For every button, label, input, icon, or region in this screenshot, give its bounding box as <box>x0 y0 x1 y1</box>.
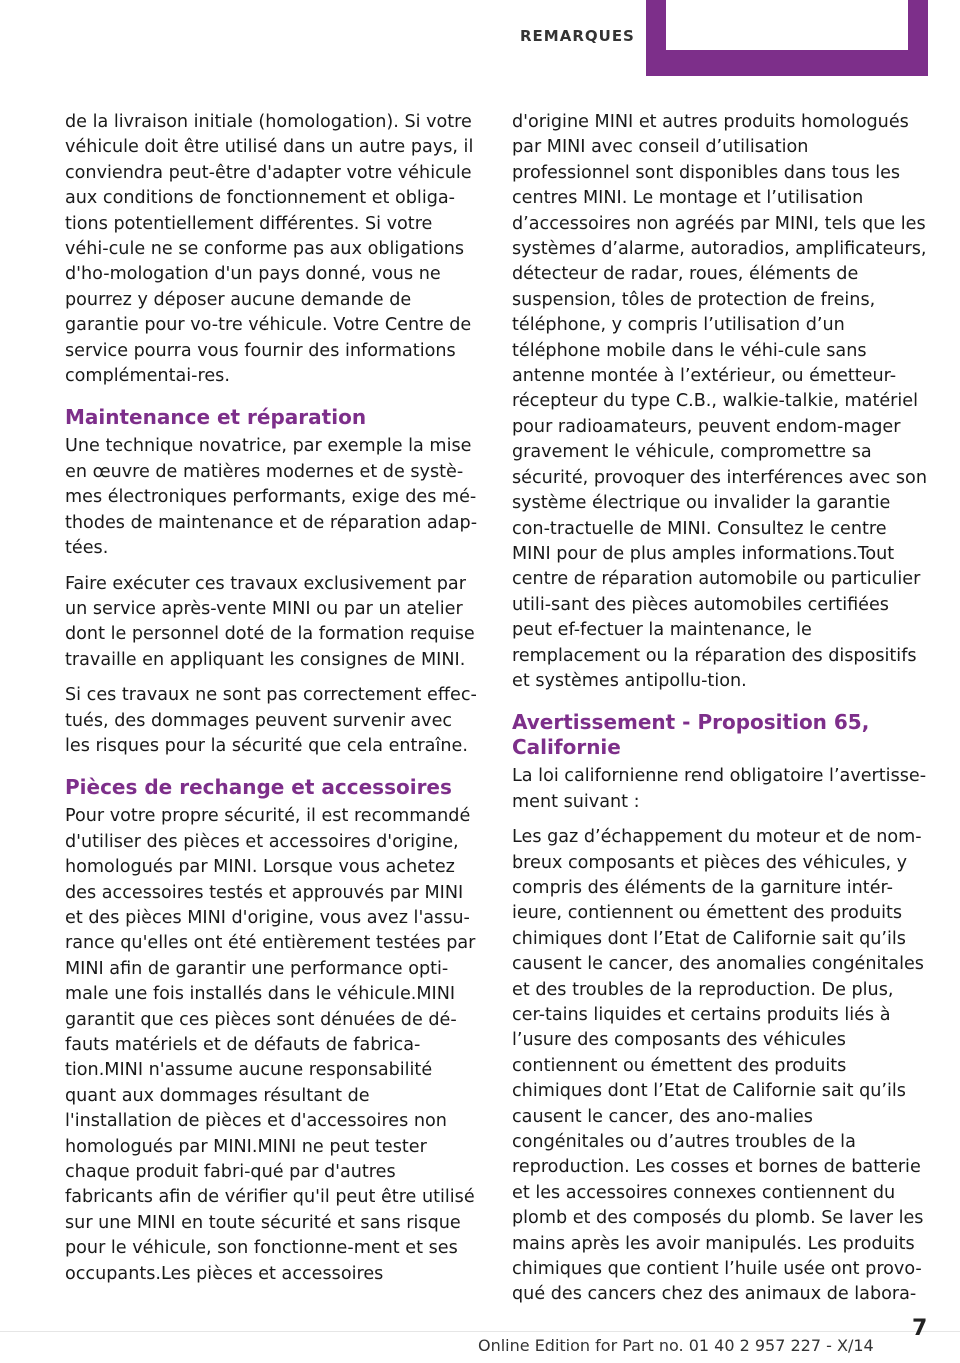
section-marker-inner <box>666 0 908 50</box>
paragraph: Les gaz d’échappement du moteur et de nom-breux composants et pièces des véhicules, y compris des éléments de la garniture intér-ieure, contiennent ou émettent des produits chimiques dont l’Etat de Californie sait qu’ils causent le cancer, des anomalies congénitales et des troubles de la reproduction. De plus, cer-tains liquides et certains produits liés à l’usure des composants des véhicules contiennent ou émettent des produits chimiques dont l’Etat de Californie sait qu’ils causent le cancer, des ano-malies congénitales ou d’autres troubles de la reproduction. Les cosses et bornes de batterie et les accessoires connexes contiennent du plomb et des composés du plomb. Se laver les mains après les avoir manipulés. Les produits chimiques que contient l’huile usée ont provo-qué des cancers chez des animaux de labora- <box>512 827 924 1305</box>
left-column <box>65 110 481 1297</box>
paragraph: Pour votre propre sécurité, il est recommandé d'utiliser des pièces et accessoires d'origine, homologués par MINI. Lorsque vous achetez des accessoires testés et approuvés par MINI et des pièces MINI d'origine, vous avez l'assu-rance qu'elles ont été entièrement testées par MINI afin de garantir une performance opti-male une fois installés dans le véhicule.MINI garantit que ces pièces sont dénuées de dé-fauts matériels et de défauts de fabrica-tion.MINI n'assume aucune responsabilité quant aux dommages résultant de l'installation de pièces et d'accessoires non homologués par MINI.MINI ne peut tester chaque produit fabri-qué par d'autres fabricants afin de vérifier qu'il peut être utilisé sur une MINI en toute sécurité et sans risque pour le véhicule, son fonctionne-ment et ses occupants.Les pièces et accessoires <box>65 806 476 1284</box>
edition-note: Online Edition for Part no. 01 40 2 957 227 - X/14 <box>478 1336 874 1355</box>
heading-proposition-65: Avertissement - Proposition 65, Californie <box>512 710 870 760</box>
heading-maintenance: Maintenance et réparation <box>65 405 367 430</box>
section-marker <box>646 0 928 76</box>
footer <box>0 1331 960 1363</box>
page-number: 7 <box>912 1316 928 1341</box>
paragraph: La loi californienne rend obligatoire l’avertisse-ment suivant : <box>512 766 927 812</box>
paragraph: de la livraison initiale (homologation). Si votre véhicule doit être utilisé dans un autre pays, il conviendra peut-être d'adapter votre véhicule aux conditions de fonctionnement et obliga-tions potentiellement différentes. Si votre véhi-cule ne se conforme pas aux obligations d'ho-mologation d'un pays donné, vous ne pourrez y déposer aucune demande de garantie pour vo-tre véhicule. Votre Centre de service pourra vous fournir des informations complémentai-res. <box>65 112 474 387</box>
heading-spare-parts: Pièces de rechange et accessoires <box>65 775 452 800</box>
paragraph: d'origine MINI et autres produits homologués par MINI avec conseil d’utilisation professionnel sont disponibles dans tous les centres MINI. Le montage et l’utilisation d’accessoires non agréés par MINI, tels que les systèmes d’alarme, autoradios, amplificateurs, détecteur de radar, roues, éléments de suspension, tôles de protection de freins, téléphone, y compris l’utilisation d’un téléphone mobile dans le véhi-cule sans antenne montée à l’extérieur, ou émetteur-récepteur du type C.B., walkie-talkie, matériel pour radioamateurs, peuvent endom-mager gravement le véhicule, compromettre sa sécurité, provoquer des interférences avec son système électrique ou invalider la garantie con-tractuelle de MINI. Consultez le centre MINI pour de plus amples informations.Tout centre de réparation automobile ou particulier utili-sant des pièces automobiles certifiées peut ef-fectuer la maintenance, le remplacement ou la réparation des dispositifs et systèmes antipollu-tion. <box>512 112 927 691</box>
paragraph: Une technique novatrice, par exemple la mise en œuvre de matières modernes et de systè-mes électroniques performants, exige des mé-thodes de maintenance et de réparation adap-tées. <box>65 436 478 559</box>
paragraph: Faire exécuter ces travaux exclusivement par un service après-vente MINI ou par un atelier dont le personnel doté de la formation requise travaille en appliquant les consignes de MINI. <box>65 573 475 670</box>
right-column <box>512 110 928 1318</box>
paragraph: Si ces travaux ne sont pas correctement effec-tués, des dommages peuvent survenir avec les risques pour la sécurité que cela entraîne. <box>65 685 477 756</box>
section-title: REMARQUES <box>520 27 635 45</box>
